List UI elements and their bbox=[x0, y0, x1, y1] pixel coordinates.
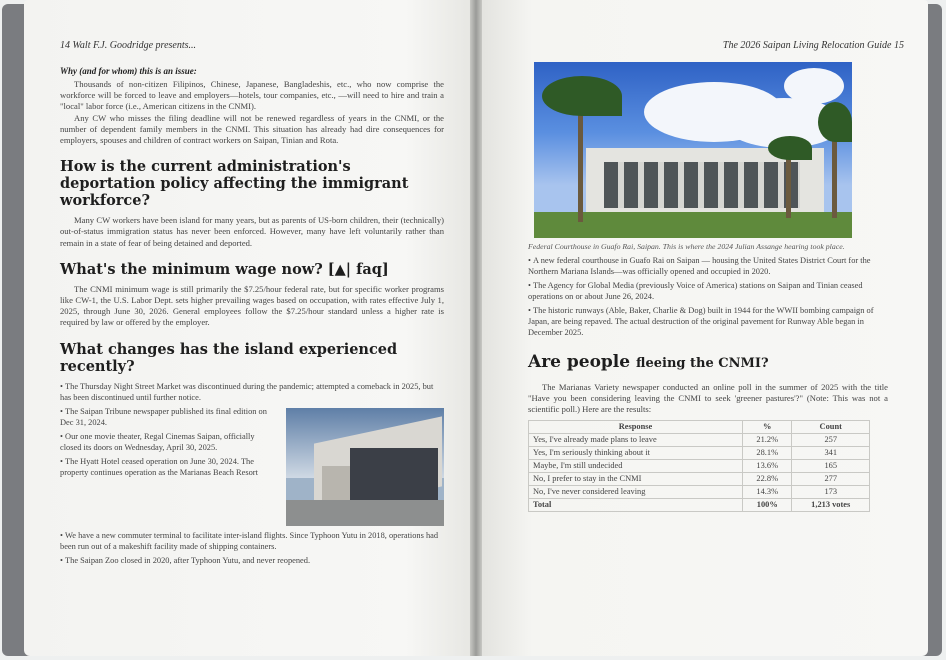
photo-caption: Federal Courthouse in Guafo Rai, Saipan. This is where the 2024 Julian Assange hearing took place. bbox=[528, 242, 845, 251]
column-header: Response bbox=[529, 420, 743, 433]
table-cell: 28.1% bbox=[743, 446, 792, 459]
right-running-head: The 2026 Saipan Living Relocation Guide 15 bbox=[722, 40, 904, 51]
right-page bbox=[478, 0, 928, 656]
table-total-row bbox=[529, 498, 870, 511]
table-cell: 173 bbox=[792, 485, 870, 498]
table-cell: Total bbox=[529, 498, 743, 511]
table-cell: 100% bbox=[743, 498, 792, 511]
table-cell: 13.6% bbox=[743, 459, 792, 472]
issue-paragraph: Thousands of non-citizen Filipinos, Chinese, Japanese, Bangladeshis, etc., who now comprise the workforce will be forced to leave and employers—hotels, tour companies, etc., —will need to hire and train a "local" labor force (i.e., American citizens in the CNMI). bbox=[60, 79, 444, 112]
table-row bbox=[529, 446, 870, 459]
left-page bbox=[24, 0, 474, 656]
table-cell: 341 bbox=[792, 446, 870, 459]
table-cell: 257 bbox=[792, 433, 870, 446]
table-header-row bbox=[529, 420, 870, 433]
list-item: • The historic runways (Able, Baker, Charlie & Dog) built in 1944 for the WWII bombing campaign of Japan, are being repaved. The actual destruction of the original pavement for Runway Able began in December 2025. bbox=[528, 305, 888, 338]
table-cell: 165 bbox=[792, 459, 870, 472]
right-content bbox=[528, 62, 888, 512]
table-cell: 21.2% bbox=[743, 433, 792, 446]
table-row bbox=[529, 472, 870, 485]
courthouse-photo bbox=[534, 62, 852, 238]
left-running-head: 14 Walt F.J. Goodridge presents... bbox=[60, 40, 197, 51]
poll-table bbox=[528, 420, 870, 512]
table-cell: No, I prefer to stay in the CNMI bbox=[529, 472, 743, 485]
table-cell: Maybe, I'm still undecided bbox=[529, 459, 743, 472]
table-cell: No, I've never considered leaving bbox=[529, 485, 743, 498]
list-item: • The Hyatt Hotel ceased operation on June 30, 2024. The property continues operation as the Marianas Beach Resort bbox=[60, 456, 444, 478]
table-cell: 1,213 votes bbox=[792, 498, 870, 511]
table-cell: Yes, I've already made plans to leave bbox=[529, 433, 743, 446]
list-item: • We have a new commuter terminal to facilitate inter-island flights. Since Typhoon Yutu in 2018, operations had been run out of a makeshift facility made of shipping containers. bbox=[60, 530, 444, 552]
list-item: • The Thursday Night Street Market was discontinued during the pandemic; attempted a comeback in 2025, but has been discontinued until further notice. bbox=[60, 381, 444, 403]
table-row bbox=[529, 459, 870, 472]
list-item: • The Saipan Zoo closed in 2020, after Typhoon Yutu, and never reopened. bbox=[60, 555, 444, 566]
fleeing-heading-small: fleeing the CNMI? bbox=[636, 356, 769, 371]
list-item: • A new federal courthouse in Guafo Rai on Saipan — housing the United States District Court for the Northern Mariana Islands—was officially opened and occupied in 2020. bbox=[528, 255, 888, 277]
section-heading-deportation: How is the current administration's deportation policy affecting the immigrant workforce? bbox=[60, 158, 409, 210]
table-cell: 277 bbox=[792, 472, 870, 485]
poll-intro: The Marianas Variety newspaper conducted an online poll in the summer of 2025 with the title "Have you been considering leaving the CNMI to seek 'greener pastures'?" (Note: This was not a scientific poll.) Here are the results: bbox=[528, 382, 888, 415]
column-header: % bbox=[743, 420, 792, 433]
section-heading-changes: What changes has the island experienced recently? bbox=[60, 340, 398, 375]
list-item: • Our one movie theater, Regal Cinemas Saipan, officially closed its doors on Wednesday, April 30, 2025. bbox=[60, 431, 444, 453]
section-body-minimum-wage: The CNMI minimum wage is still primarily the $7.25/hour federal rate, but for specific worker programs like CW-1, the U.S. Labor Dept. sets higher prevailing wages based on occupation, with rates effective July 1, 2025, through June 30, 2026. General employees follow the $7.25/hour standard unless a higher rate is required by law or offered by the employer. bbox=[60, 283, 444, 328]
issue-heading: Why (and for whom) this is an issue: bbox=[60, 66, 197, 76]
issue-paragraph: Any CW who misses the filing deadline will not be renewed regardless of years in the CNMI, or the number of dependent family members in the CNMI. This situation has already had dire consequences for employers, spouses and children of contract workers on Saipan, Tinian and Rota. bbox=[60, 112, 444, 146]
table-cell: Yes, I'm seriously thinking about it bbox=[529, 446, 743, 459]
table-cell: 14.3% bbox=[743, 485, 792, 498]
table-row bbox=[529, 485, 870, 498]
section-heading-minimum-wage: What's the minimum wage now? [▲| faq] bbox=[60, 260, 389, 278]
list-item: • The Saipan Tribune newspaper published its final edition on Dec 31, 2024. bbox=[60, 406, 444, 428]
section-body-deportation: Many CW workers have been island for many years, but as parents of US-born children, their (technically) out-of-status immigration status has never been enforced. However, many have left voluntarily rather than remain in a state of fear of being detained and deported. bbox=[60, 215, 444, 248]
fleeing-heading-main: Are people bbox=[528, 352, 637, 372]
list-item: • The Agency for Global Media (previously Voice of America) stations on Saipan and Tinian ceased operations on or about June 26, 2024. bbox=[528, 280, 888, 302]
section-heading-fleeing bbox=[528, 352, 888, 374]
left-content bbox=[60, 66, 444, 569]
commuter-terminal-photo bbox=[286, 408, 444, 526]
book-gutter bbox=[470, 0, 482, 656]
table-row bbox=[529, 433, 870, 446]
table-cell: 22.8% bbox=[743, 472, 792, 485]
column-header: Count bbox=[792, 420, 870, 433]
